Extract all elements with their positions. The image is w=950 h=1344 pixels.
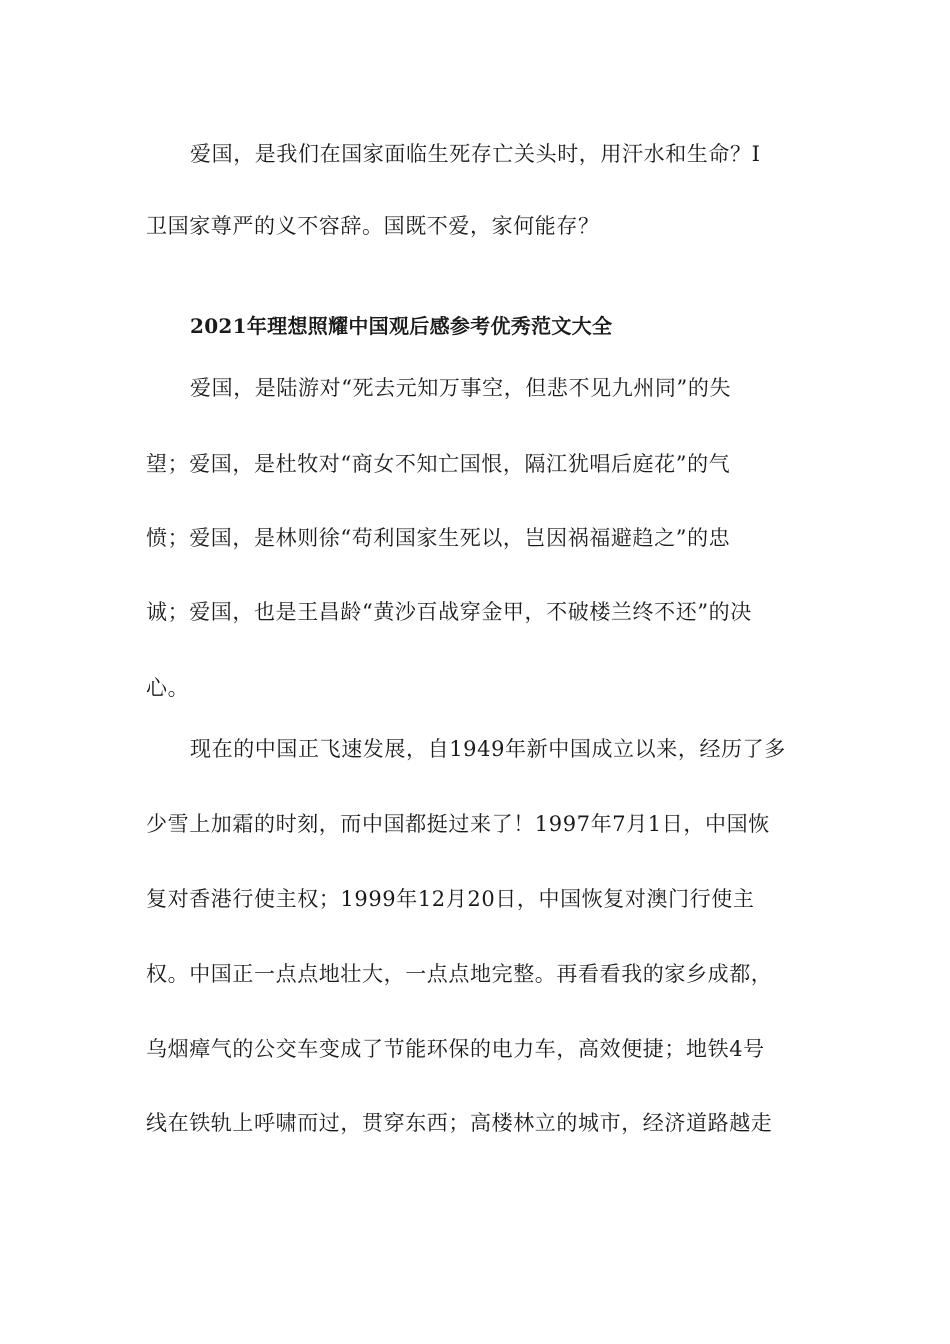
paragraph-2-line-1: 爱国，是陆游对“死去元知万事空，但悲不见九州同”的失 xyxy=(190,376,732,400)
paragraph-2-line-4: 诚；爱国，也是王昌龄“黄沙百战穿金甲，不破楼兰终不还”的决 xyxy=(146,600,752,624)
paragraph-3-line-5: 乌烟瘴气的公交车变成了节能环保的电力车，高效便捷；地铁4号 xyxy=(146,1037,765,1061)
paragraph-2-line-3: 愤；爱国，是林则徐“苟利国家生死以，岂因祸福避趋之”的忠 xyxy=(146,526,731,550)
paragraph-3-line-3: 复对香港行使主权；1999年12月20日，中国恢复对澳门行使主 xyxy=(146,887,755,911)
document-heading: 2021年理想照耀中国观后感参考优秀范文大全 xyxy=(190,314,613,338)
paragraph-3-line-1: 现在的中国正飞速发展，自1949年新中国成立以来，经历了多 xyxy=(190,737,786,761)
paragraph-3-line-4: 权。中国正一点点地壮大，一点点地完整。再看看我的家乡成都， xyxy=(146,962,773,986)
paragraph-1-line-1: 爱国，是我们在国家面临生死存亡关头时，用汗水和生命？I xyxy=(190,142,761,166)
paragraph-3-line-6: 线在铁轨上呼啸而过，贯穿东西；高楼林立的城市，经济道路越走 xyxy=(146,1111,773,1135)
paragraph-1-line-2: 卫国家尊严的义不容辞。国既不爱，家何能存？ xyxy=(146,214,600,238)
paragraph-3-line-2: 少雪上加霜的时刻，而中国都挺过来了！1997年7月1日，中国恢 xyxy=(146,812,770,836)
paragraph-2-line-2: 望；爱国，是杜牧对“商女不知亡国恨，隔江犹唱后庭花”的气 xyxy=(146,452,731,476)
paragraph-2-line-5: 心。 xyxy=(146,676,190,700)
